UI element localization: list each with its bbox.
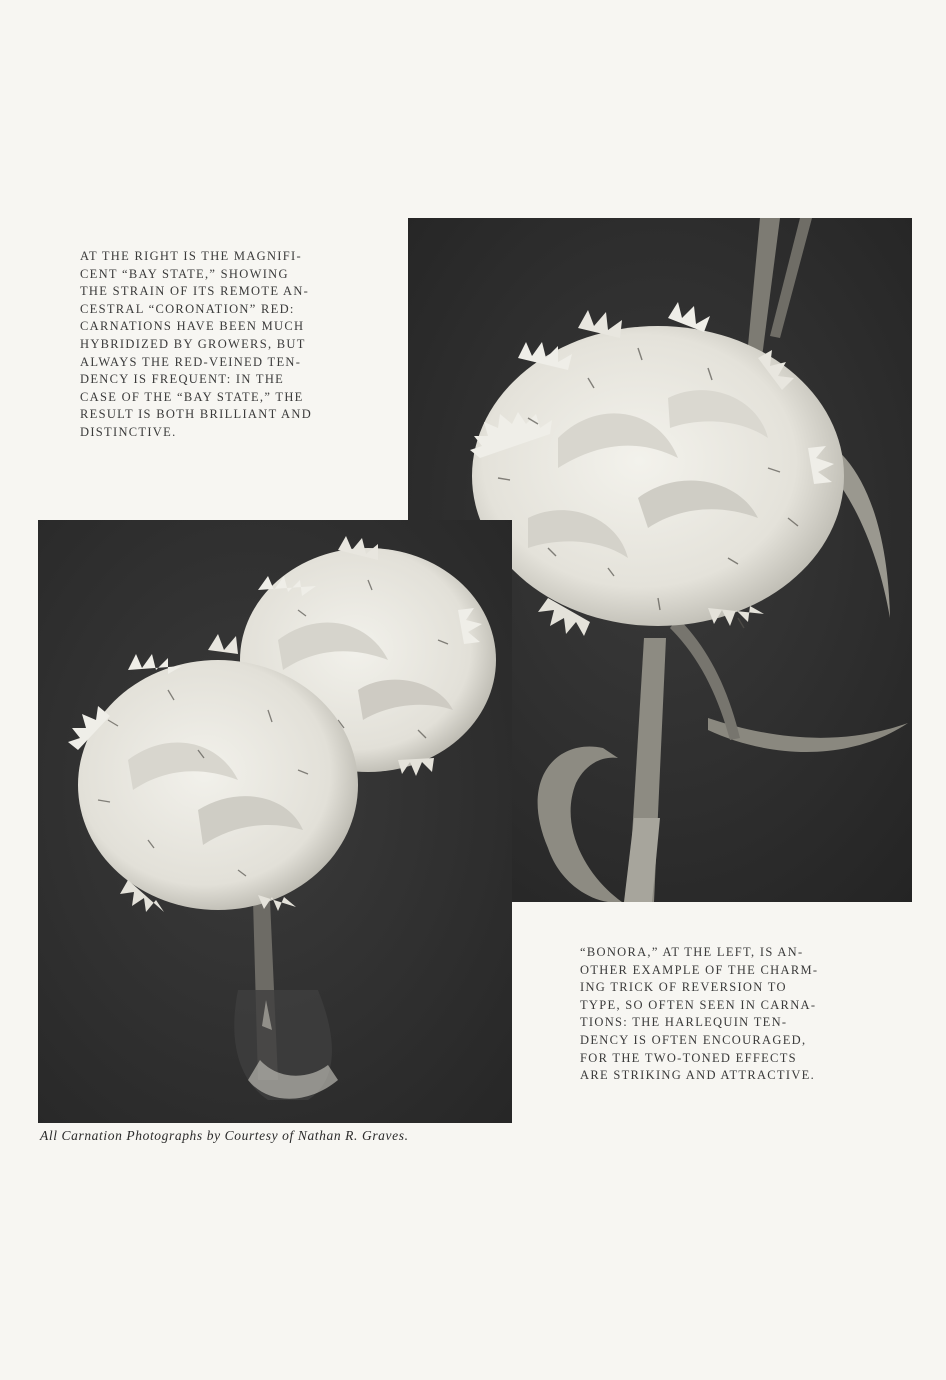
caption-top-line: RESULT IS BOTH BRILLIANT AND (80, 407, 313, 422)
caption-top-line: HYBRIDIZED BY GROWERS, BUT (80, 336, 306, 351)
caption-bottom-line: DENCY IS OFTEN ENCOURAGED, (580, 1032, 807, 1047)
caption-top-line: ALWAYS THE RED-VEINED TEN- (80, 354, 302, 369)
caption-top-line: THE STRAIN OF ITS REMOTE AN- (80, 284, 310, 299)
caption-bottom-line: “BONORA,” AT THE LEFT, IS AN- (580, 945, 804, 959)
caption-top-line: DISTINCTIVE. (80, 424, 177, 439)
caption-bottom-line: ING TRICK OF REVERSION TO (580, 980, 787, 995)
caption-top-line: CASE OF THE “BAY STATE,” THE (80, 389, 304, 404)
caption-bottom-line: FOR THE TWO-TONED EFFECTS (580, 1050, 797, 1065)
caption-bottom-line: TIONS: THE HARLEQUIN TEN- (580, 1015, 788, 1030)
caption-bottom-line: OTHER EXAMPLE OF THE CHARM- (580, 962, 819, 977)
carnation-image-left (38, 520, 512, 1123)
caption-bottom (580, 944, 850, 1085)
photo-bonora-carnations (38, 520, 512, 1123)
caption-top-line: CENT “BAY STATE,” SHOWING (80, 266, 289, 281)
caption-top-line: CESTRAL “CORONATION” RED: (80, 301, 295, 316)
caption-bottom-line: TYPE, SO OFTEN SEEN IN CARNA- (580, 997, 817, 1012)
caption-top-line: CARNATIONS HAVE BEEN MUCH (80, 319, 305, 334)
photo-credit: All Carnation Photographs by Courtesy of Nathan R. Graves. (40, 1128, 409, 1143)
caption-bottom-line: ARE STRIKING AND ATTRACTIVE. (580, 1068, 816, 1083)
caption-top-line: AT THE RIGHT IS THE MAGNIFI- (80, 249, 302, 263)
caption-top (80, 248, 345, 442)
caption-top-line: DENCY IS FREQUENT: IN THE (80, 372, 285, 387)
